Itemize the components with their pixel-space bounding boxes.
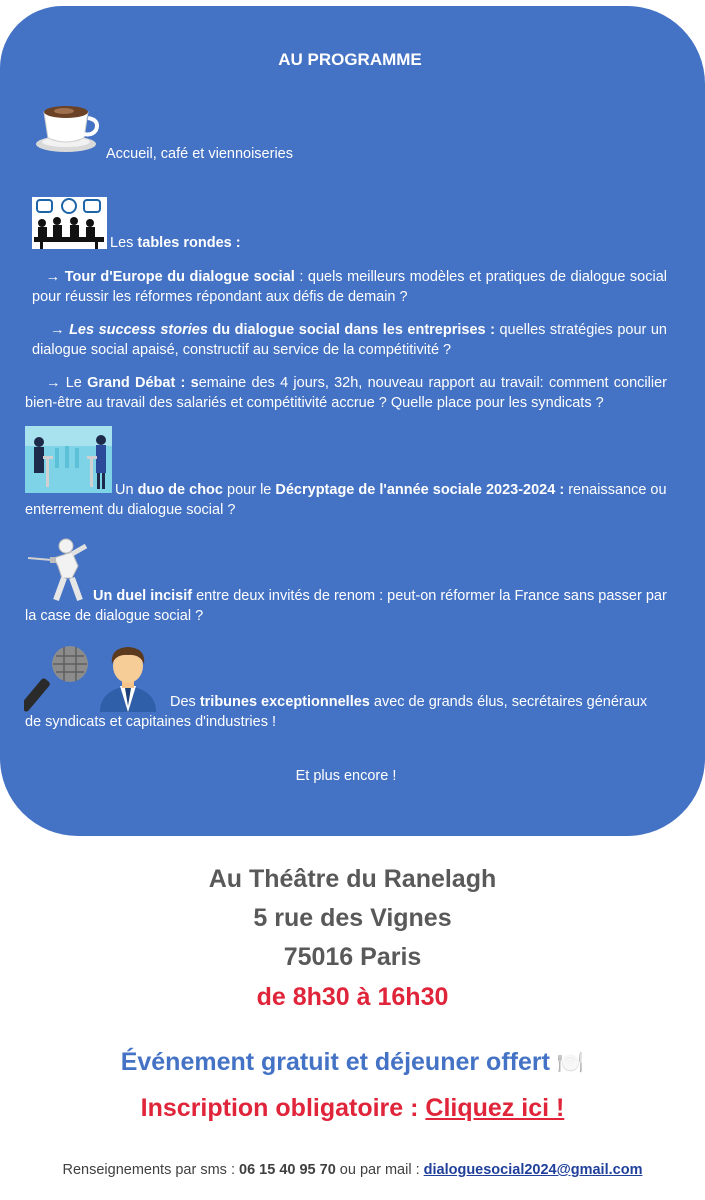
agenda-item-tour-europe: → Tour d'Europe du dialogue social : quels meilleurs modèles et pratiques de dialogue social pour réussir les réformes répondant aux défis de demain ? bbox=[32, 269, 668, 305]
tables-rondes-label: Les tables rondes : bbox=[110, 235, 241, 251]
venue-city: 75016 Paris bbox=[283, 943, 422, 971]
agenda-item-grand-debat: → Le Grand Débat : semaine des 4 jours, 32h, nouveau rapport au travail: comment concilier bien-être au travail des salariés et compétitivité accrue ? Quelle place pour les syndicats ? bbox=[25, 375, 667, 411]
signup-link[interactable]: Cliquez ici ! bbox=[425, 1094, 565, 1122]
duo-de-choc-text: Un duo de choc pour le Décryptage de l'année sociale 2023-2024 : renaissance ou enterrement du dialogue social ? bbox=[25, 482, 667, 518]
programme-title: AU PROGRAMME bbox=[278, 50, 422, 69]
venue-street: 5 rue des Vignes bbox=[253, 904, 452, 932]
welcome-text: Accueil, café et viennoiseries bbox=[106, 146, 293, 162]
free-event-text: Événement gratuit et déjeuner offert 🍽️ bbox=[120, 1048, 585, 1076]
signup-text: Inscription obligatoire : Cliquez ici ! bbox=[140, 1094, 565, 1122]
venue-name: Au Théâtre du Ranelagh bbox=[208, 865, 497, 893]
round-table-icon bbox=[32, 197, 107, 249]
phone-number: 06 15 40 95 70 bbox=[239, 1162, 336, 1178]
agenda-item-success-stories: → Les success stories du dialogue social dans les entreprises : quelles stratégies pour un dialogue social apaisé, constructif au service de la compétitivité ? bbox=[32, 322, 667, 358]
tribunes-text: Des tribunes exceptionnelles avec de grands élus, secrétaires généraux de syndicats et capitaines d'industries ! bbox=[25, 694, 648, 730]
programme-card bbox=[0, 6, 705, 836]
and-more-text: Et plus encore ! bbox=[295, 768, 397, 784]
email-link[interactable]: dialoguesocial2024@gmail.com bbox=[423, 1162, 643, 1178]
duel-incisif-text: Un duel incisif entre deux invités de renom : peut-on réformer la France sans passer par la case de dialogue social ? bbox=[25, 588, 667, 624]
plate-icon: 🍽️ bbox=[556, 1050, 585, 1075]
coffee-cup-icon bbox=[34, 92, 102, 154]
contact-footer: Renseignements par sms : 06 15 40 95 70 ou par mail : dialoguesocial2024@gmail.com bbox=[62, 1162, 643, 1178]
event-hours: de 8h30 à 16h30 bbox=[256, 983, 449, 1011]
